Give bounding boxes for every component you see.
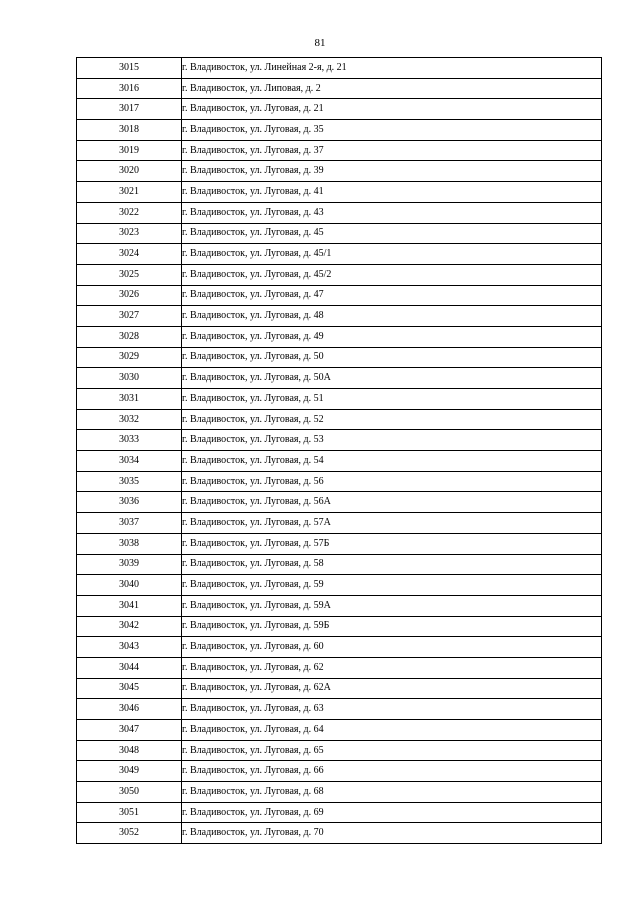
row-number-cell: 3045	[77, 678, 182, 699]
table-row	[77, 616, 602, 637]
table-row	[77, 720, 602, 741]
address-cell: г. Владивосток, ул. Луговая, д. 45/1	[182, 244, 602, 265]
row-number-cell: 3017	[77, 99, 182, 120]
address-cell: г. Владивосток, ул. Луговая, д. 41	[182, 182, 602, 203]
row-number-cell: 3025	[77, 264, 182, 285]
table-row	[77, 595, 602, 616]
address-cell: г. Владивосток, ул. Луговая, д. 47	[182, 285, 602, 306]
address-cell: г. Владивосток, ул. Луговая, д. 21	[182, 99, 602, 120]
address-cell: г. Владивосток, ул. Луговая, д. 63	[182, 699, 602, 720]
table-row	[77, 223, 602, 244]
address-cell: г. Владивосток, ул. Луговая, д. 39	[182, 161, 602, 182]
table-row	[77, 678, 602, 699]
row-number-cell: 3029	[77, 347, 182, 368]
row-number-cell: 3023	[77, 223, 182, 244]
row-number-cell: 3041	[77, 595, 182, 616]
row-number-cell: 3016	[77, 78, 182, 99]
address-cell: г. Владивосток, ул. Луговая, д. 50А	[182, 368, 602, 389]
row-number-cell: 3049	[77, 761, 182, 782]
row-number-cell: 3043	[77, 637, 182, 658]
address-cell: г. Владивосток, ул. Луговая, д. 62А	[182, 678, 602, 699]
address-table	[76, 57, 602, 844]
address-cell: г. Владивосток, ул. Луговая, д. 57А	[182, 513, 602, 534]
row-number-cell: 3032	[77, 409, 182, 430]
row-number-cell: 3036	[77, 492, 182, 513]
table-row	[77, 492, 602, 513]
address-cell: г. Владивосток, ул. Луговая, д. 49	[182, 326, 602, 347]
table-row	[77, 306, 602, 327]
table-row	[77, 430, 602, 451]
row-number-cell: 3028	[77, 326, 182, 347]
table-row	[77, 326, 602, 347]
address-cell: г. Владивосток, ул. Луговая, д. 65	[182, 740, 602, 761]
table-row	[77, 823, 602, 844]
address-cell: г. Владивосток, ул. Линейная 2-я, д. 21	[182, 58, 602, 79]
address-cell: г. Владивосток, ул. Луговая, д. 35	[182, 120, 602, 141]
row-number-cell: 3040	[77, 575, 182, 596]
table-row	[77, 471, 602, 492]
table-row	[77, 389, 602, 410]
row-number-cell: 3046	[77, 699, 182, 720]
table-row	[77, 554, 602, 575]
table-row	[77, 637, 602, 658]
table-row	[77, 802, 602, 823]
address-cell: г. Владивосток, ул. Луговая, д. 62	[182, 657, 602, 678]
row-number-cell: 3051	[77, 802, 182, 823]
table-row	[77, 782, 602, 803]
address-cell: г. Владивосток, ул. Луговая, д. 59	[182, 575, 602, 596]
row-number-cell: 3048	[77, 740, 182, 761]
address-cell: г. Владивосток, ул. Луговая, д. 37	[182, 140, 602, 161]
table-row	[77, 182, 602, 203]
address-cell: г. Владивосток, ул. Луговая, д. 50	[182, 347, 602, 368]
address-cell: г. Владивосток, ул. Луговая, д. 59Б	[182, 616, 602, 637]
row-number-cell: 3050	[77, 782, 182, 803]
row-number-cell: 3044	[77, 657, 182, 678]
address-cell: г. Владивосток, ул. Луговая, д. 70	[182, 823, 602, 844]
table-row	[77, 699, 602, 720]
row-number-cell: 3020	[77, 161, 182, 182]
address-cell: г. Владивосток, ул. Липовая, д. 2	[182, 78, 602, 99]
address-cell: г. Владивосток, ул. Луговая, д. 56	[182, 471, 602, 492]
address-cell: г. Владивосток, ул. Луговая, д. 66	[182, 761, 602, 782]
row-number-cell: 3033	[77, 430, 182, 451]
address-cell: г. Владивосток, ул. Луговая, д. 48	[182, 306, 602, 327]
address-cell: г. Владивосток, ул. Луговая, д. 53	[182, 430, 602, 451]
row-number-cell: 3052	[77, 823, 182, 844]
row-number-cell: 3022	[77, 202, 182, 223]
table-row	[77, 140, 602, 161]
table-row	[77, 513, 602, 534]
address-cell: г. Владивосток, ул. Луговая, д. 43	[182, 202, 602, 223]
table-row	[77, 657, 602, 678]
table-row	[77, 285, 602, 306]
table-body	[77, 58, 602, 844]
row-number-cell: 3034	[77, 451, 182, 472]
table-row	[77, 78, 602, 99]
table-row	[77, 161, 602, 182]
row-number-cell: 3024	[77, 244, 182, 265]
address-cell: г. Владивосток, ул. Луговая, д. 68	[182, 782, 602, 803]
table-row	[77, 120, 602, 141]
row-number-cell: 3019	[77, 140, 182, 161]
address-cell: г. Владивосток, ул. Луговая, д. 45	[182, 223, 602, 244]
row-number-cell: 3015	[77, 58, 182, 79]
row-number-cell: 3021	[77, 182, 182, 203]
row-number-cell: 3031	[77, 389, 182, 410]
table-row	[77, 58, 602, 79]
table-row	[77, 202, 602, 223]
row-number-cell: 3039	[77, 554, 182, 575]
table-row	[77, 409, 602, 430]
address-cell: г. Владивосток, ул. Луговая, д. 59А	[182, 595, 602, 616]
address-cell: г. Владивосток, ул. Луговая, д. 58	[182, 554, 602, 575]
row-number-cell: 3030	[77, 368, 182, 389]
table-row	[77, 264, 602, 285]
address-cell: г. Владивосток, ул. Луговая, д. 52	[182, 409, 602, 430]
table-row	[77, 99, 602, 120]
row-number-cell: 3038	[77, 533, 182, 554]
address-cell: г. Владивосток, ул. Луговая, д. 57Б	[182, 533, 602, 554]
address-cell: г. Владивосток, ул. Луговая, д. 56А	[182, 492, 602, 513]
table-row	[77, 451, 602, 472]
table-row	[77, 533, 602, 554]
row-number-cell: 3047	[77, 720, 182, 741]
row-number-cell: 3037	[77, 513, 182, 534]
row-number-cell: 3035	[77, 471, 182, 492]
row-number-cell: 3026	[77, 285, 182, 306]
row-number-cell: 3018	[77, 120, 182, 141]
address-cell: г. Владивосток, ул. Луговая, д. 51	[182, 389, 602, 410]
table-row	[77, 740, 602, 761]
address-cell: г. Владивосток, ул. Луговая, д. 45/2	[182, 264, 602, 285]
address-cell: г. Владивосток, ул. Луговая, д. 64	[182, 720, 602, 741]
address-cell: г. Владивосток, ул. Луговая, д. 60	[182, 637, 602, 658]
table-row	[77, 347, 602, 368]
address-cell: г. Владивосток, ул. Луговая, д. 69	[182, 802, 602, 823]
address-cell: г. Владивосток, ул. Луговая, д. 54	[182, 451, 602, 472]
table-row	[77, 368, 602, 389]
table-row	[77, 761, 602, 782]
table-row	[77, 575, 602, 596]
row-number-cell: 3042	[77, 616, 182, 637]
page-number: 81	[314, 37, 326, 49]
table-row	[77, 244, 602, 265]
row-number-cell: 3027	[77, 306, 182, 327]
